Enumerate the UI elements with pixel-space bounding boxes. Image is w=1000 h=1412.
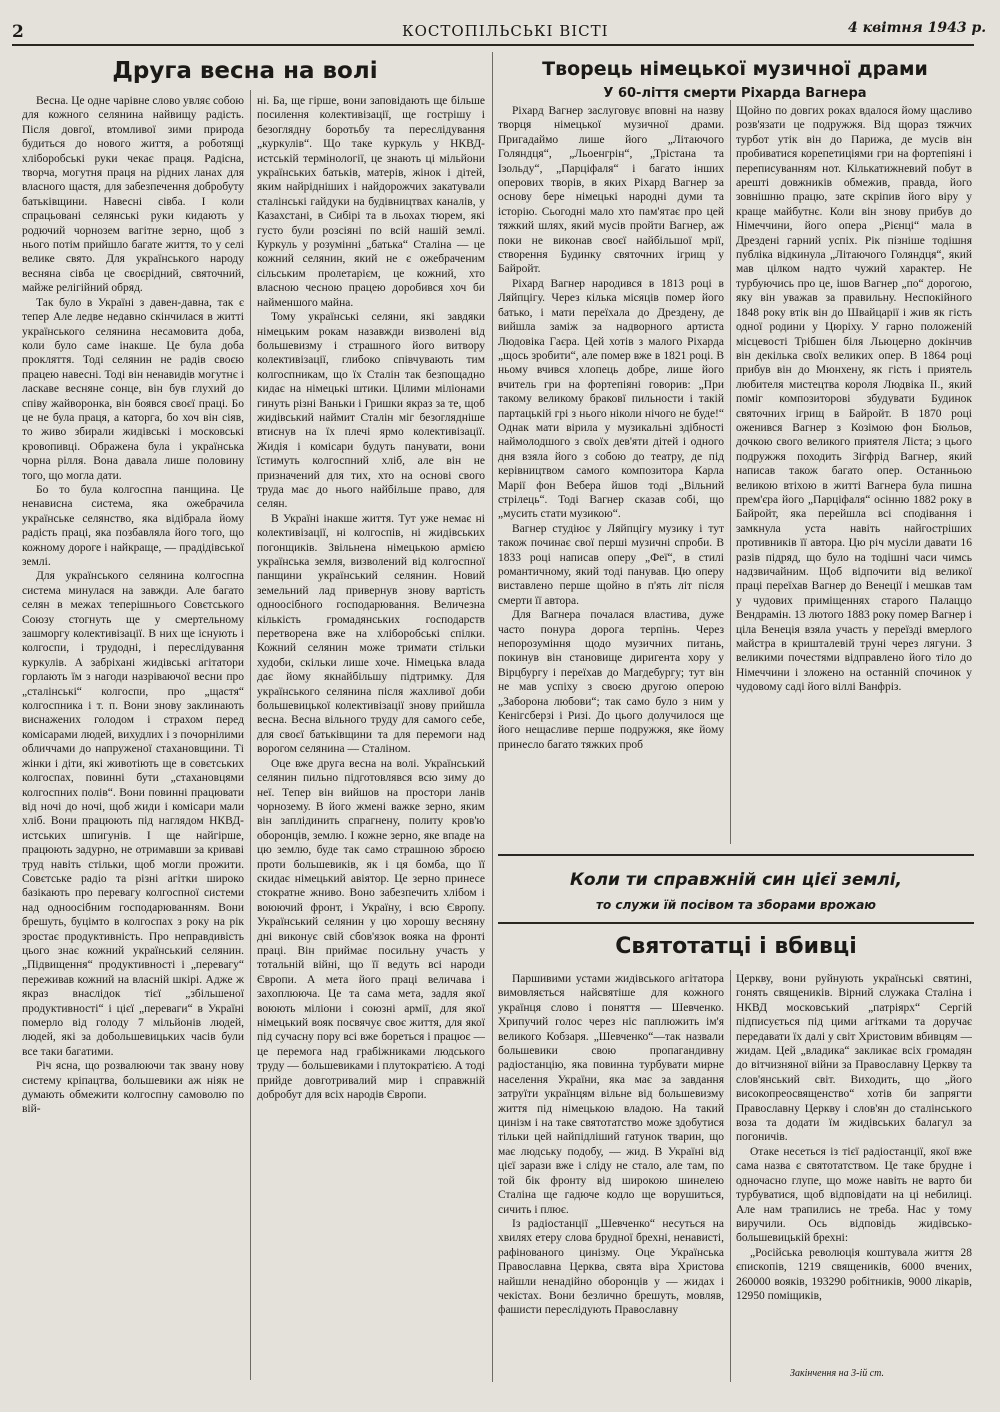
header-rule xyxy=(12,44,974,46)
article-headline-wagner: Творець німецької музичної драми xyxy=(542,58,928,80)
slogan-top-rule xyxy=(498,854,974,856)
column-divider xyxy=(730,970,731,1382)
article-spring-column-1 xyxy=(22,94,244,1382)
issue-date: 4 квітня 1943 р. xyxy=(848,20,987,36)
paragraph: В Україні інакше життя. Тут уже немає ні колективізації, ні колгоспів, ні жидівських погонщиків. Звільнена німецькою армією українська земля, визволений від колгоспної панщини український селянин. Новий земельний лад привернув знову вартість одноосібного господарювання. Величезна кількість громадянських господарств перетворена вже на хліборобські спілки. Кожний селянин може тримати стільки худоби, скільки лише хоче. Німецька влада дає йому якнайбільшу підтримку. Для українського селянина після жахливої доби большевицької колективізації знову прийшла весна. Весна вільного труду для самого себе, для своєї батьківщини та для перемоги над ворогом селянина — Сталіном. xyxy=(257,512,485,756)
newspaper-title: КОСТОПІЛЬСЬКІ ВІСТІ xyxy=(402,22,609,40)
column-divider xyxy=(250,90,251,1380)
paragraph: Тому українські селяни, які завдяки німецьким рокам назавжди визволені від большевизму і страшного його витвору колективізації, глибоко співчувають тим колгоспникам, що їх Сталін так безпощадно кидає на німецькі штики. Цілими міліонами гинуть різні Ваньки і Гришки якраз за те, щоб жидівський наймит Сталін міг безоглядніше втиснув на їх плечі ярмо колективізації. Жидія і комісари будуть панувати, вони їстимуть колгоспний хліб, але він не призначений для тих, хто на основі свого труда має до нього найбільше право, для селян. xyxy=(257,311,485,511)
article-wagner-column-1 xyxy=(498,104,724,844)
article-blasphemers-column-2 xyxy=(736,972,972,1364)
paragraph: Річ ясна, що розвалюючи так звану нову систему кріпацтва, большевики аж ніяк не думають обмежити колгоспну самоволю по вій- xyxy=(22,1060,244,1116)
article-blasphemers-column-1 xyxy=(498,972,724,1382)
paragraph: Весна. Це одне чарівне слово увляє собою для кожного селянина найвищу радість. Після довгої, втомливої зими природа будиться до нового життя, а роботящі хліборобські руки чекає праця. Радісна, творча, могутня праця на рідних ланах для власного щастя, для забезпечення добробуту батьківщини. Навесні сівба. І коли спрацьовані селянські руки кидають у родючий чорнозем вагітне зерно, щоб з нього потім прийшло багате життя, то у селі велике свято. Для українського народу весняна сівба це своєрідний, святочний, майже релігійний обряд. xyxy=(22,95,244,295)
paragraph: Церкву, вони руйнують українські святині, гонять священиків. Вірний служака Сталіна і НКВД московський „патріярх“ Сергій підписується під цими агітками та доручає передавати їх далі у світ Христовим вбивцям — жидам. Цей „владика“ закликає всіх громадян до вітчизняної війни за Православну Церкву та слов'янський світ. Виходить, що „його високопреосвященство“ хотів би запрягти Православну Церкву і слов'ян до сталінського воза та додати їм жидівських балагул за погоничів. xyxy=(736,973,972,1144)
article-subtitle-wagner: У 60-ліття смерти Ріхарда Вагнера xyxy=(603,86,867,101)
paragraph: Щойно по довгих роках вдалося йому щасливо розв'язати це подружжя. Від щораз тяжчих турбот утік він до Парижа, де мусів він пробиватися корепетиціями гри на фортепіяні і переписуванням нот. Кількатижневий побут в арешті довжників обмежив, правда, його зовнішню працю, зате скріпив його віру у краще майбутнє. Коли він знову прибув до Німеччини, його опера „Рієнці“ мала в Дрездені гарний успіх. Рік пізніше тодішня публіка відкинула „Літаючого Голяндця“, який мав цілком надто чужий характер. Не турбуючись про це, ішов Вагнер „по“ дорогою, яку він уважав за правильну. Неспокійного 1848 року втік він до Швайцарії і жив як гість одної родини у Цюріху. У гарно положеній місцевості Трібшен біля Льюцерно докінчив він декілька своїх великих опер. В 1864 році прибув він до Мюнхену, як гість і приятель любителя мистецтва короля Людвіка II., який поміг композиторові збудувати Будинок святочних ігрищ в Байройт. В 1870 році оженився Вагнер з Козімою фон Бюльов, дочкою свого великого приятеля Ліста; з цього подружжя походить Зігфрід Вагнер, який написав також багато опер. Останньою великою втіхою в житті Вагнера була пишна прем'єра його „Парціфаля“ осінню 1882 року в Байройт, яка перейшла всі сподівання і замкнула уста навіть найгостріших противників її автора. Цю річ мусіли давати 16 разів підряд, що було на тодішні часи чимсь надзвичайним. Щоб відпочити від великої праці переїхав Вагнер до Венеції і мешкав там у чудових приміщеннях старого Палаццо Вендрамін. 13 лютого 1883 року помер Вагнер і ціла Венеція взяла участь у переїзді вмерлого майстра в кришталевій труні через лягуни. З великими почестями відправлено його тіло до Німеччини і зложено на останній спочинок у чудовому саді його віллі Ванфріз. xyxy=(736,105,972,694)
paragraph: Для Вагнера почалася властива, дуже часто понура дорога терпінь. Через непорозуміння щодо музичних питань, покинув він становище диригента хору у Вірцбургу і переїхав до Магдебургу; тут він не мав успіху з своєю другою оперою „Заборона любови“; так само було з ним у Кенігсберзі і Ризі. До цього долучилося ще його нещасливе перше подружжя, яке йому принесло багато тяжких проб xyxy=(498,609,724,751)
continued-note: Закінчення на 3-ій ст. xyxy=(790,1368,884,1379)
paragraph: Отаке несеться із тієї радіостанції, якої вже сама назва є святотатством. Це таке брудне і одночасно глупе, що може навіть не варто би турбуватися, щоб відповідати на ці небилиці. Але нам трапились не треба. Нас у тому виручили. Ось відповідь жидівсько-большевицькій брехні: xyxy=(736,1145,972,1245)
article-wagner-column-2 xyxy=(736,104,972,844)
column-divider xyxy=(492,52,493,1382)
paragraph: Із радіостанції „Шевченко“ несуться на хвилях етеру слова брудної брехні, ненависті, рафінованого цинізму. Оце Українська Православна Церква, свята віра Христова найшли ненадійно оборонців у — жидах і чекістах. Вони безлично брешуть, мовляв, фашисти переслідують Православну xyxy=(498,1217,724,1317)
paragraph: Паршивими устами жидівського агітатора вимовляється найсвятіше для кожного українця слово і поняття — Шевченко. Хрипучий голос через ніс паплюжить ім'я великого Кобзаря. „Шевченко“—так назвали большевики свою пропагандивну радіостанцію, яка повинна турбувати мирне населення України, яка має за завдання затруїти українцям вільне від большевизму життя під німецькою владою. На такий цинізм і на таке святотатство може здобутися тільки цей найпідліший гатунок тварин, що має людську подобу, — жид. В Україні від цієї зарази вже і сліду не стало, але там, по той бік фронту від широкою шинелею Сталіна ще гадюче кодло ще ворушиться, сичить і плює. xyxy=(498,973,724,1216)
paragraph: Так було в Україні з давен-давна, так є тепер Але ледве недавно скінчилася в житті українського селянина несамовита доба, коли було саме інакше. Це була доба прокляття. Тоді селянин не радів своєю працею навесні. Тоді він ненавидів могутнє і ласкаве весняне сонце, він був глухий до співу жайворонка, він боявся своєї праці. Бо це не була праця, а каторга, бо хоч він сіяв, то живо збирали жидівські і московські кровопивці. Ображена була і українська чорна рілля. Вона давала лише половину того, що могла дати. xyxy=(22,296,244,482)
paragraph: ні. Ба, ще гірше, вони заповідають ще більше посилення колективізації, ще гострішу і безоглядну боротьбу та переслідування „куркулів“. Що таке куркуль у НКВД-истській термінології, це знають ці мільйони українських батьків, матерів, жінок і дітей, яким найрідніших і найдорожчих закатували сталінські гайдуки на будівництвах каналів, у Казахстані, в Сибірі та в льохах тюрем, які густо були розсіяні по всій нашій землі. Куркуль у розумінні „батька“ Сталіна — це кожний селянин, який не є ожебраченим сільським пролетарієм, це кожний, хто власною чесною працею доробився хоч би найменшого майна. xyxy=(257,95,485,309)
paragraph: Вагнер студіює у Ляйпцігу музику і тут також починає свої перші музичні спроби. В 1833 році написав оперу „Феї“, в стилі романтичному, який тоді панував. Цю оперу виставлено перше щойно в п'ять літ після смерти її автора. xyxy=(498,522,724,607)
slogan-line-2: то служи їй посівом та зборами врожаю xyxy=(596,898,876,912)
article-spring-column-2 xyxy=(257,94,485,1382)
paragraph: Ріхард Вагнер народився в 1813 році в Ляйпцігу. Через кілька місяців помер його батько, і мати переїхала до Дрездену, де вийшла заміж за надворного артиста Людовіка Гаєра. Цей хотів з малого Ріхарда „щось зробити“, але помер вже в 1821 році. В ньому вчився хлопець добре, лише його вчитель гри на фортепіяні говорив: „При такому великому браковї пильности і такій партацькій грі з нього ніколи нічого не буде!“ Однак мати вірила у музикальні здібності наймолодшого з своїх дев'яти дітей і одного дня взяла його з собою до театру, де під керівництвом самого композитора Карла Марії фон Вебера йшов тоді „Вільний стрілець“. Тоді Вагнер сказав собі, що „мусить стати музикою“. xyxy=(498,277,724,521)
article-headline-blasphemers: Святотатці і вбивці xyxy=(615,934,857,959)
paragraph: „Російська революція коштувала життя 28 єпископів, 1219 священиків, 6000 вчених, 260000 вояків, 193290 робітників, 9000 лікарів, 12950 поміщиків, xyxy=(736,1246,972,1302)
page-number: 2 xyxy=(12,22,24,42)
paragraph: Для українського селянина колгоспна система минулася на завжди. Але багато селян в межах теперішнього Совєтського Союзу стогнуть ще у смертельному зашморгу колективізації. В них ще існують і колгоспи, і трудодні, і переслідування куркулів. А забріхані жидівські агітатори горлають їм з нагоди назріваючої весни про „сталінські“ колгоспи, про „щастя“ колгоспника і т. п. Вони знову заклинають виснажених голодом і страхом перед комісарами людей, вихудлих і з почорнілими обличчами до напруженої стахановщини. Ті жінки і діти, які животіють ще в совєтських колгоспах, повинні бути „стахановцями колгоспних полів“. Вони повинні працювати від ночі до ночі, щоб жиди і комісари мали хліб. Вони працюють під наглядом НКВД-истських шпигунів. І ще найгірше, працюють задурно, не отримавши за криваві труд навіть стільки, щоб могли прожити. Совєтське радіо та різні агітки широко базікають про перевагу колгоспної системи над одноосібним господарюванням. Вони брешуть, буцімто в колгоспах з року на рік зростає продуктивність. Про неправдивість цього знає кожний український селянин. „Підвищення“ продуктивності і „перевагу“ переживав кожний на власній шкірі. Адже ж якраз внаслідок тієї „збільшеної продуктивності“ і цієї „переваги“ в Україні померло від голоду 7 мільйонів людей, людей, які за добольшевицьких часів були все таки багатими. xyxy=(22,570,244,1058)
slogan-line-1: Коли ти справжній син цієї землі, xyxy=(569,870,903,890)
paragraph: Ріхард Вагнер заслуговує вповні на назву творця німецької музичної драми. Пригадаймо лише його „Літаючого Голяндця“, „Льоенгрін“, „Трістана та Ізольду“, „Парціфаля“ і багато інших оперових творів, в яких Ріхард Вагнер за основу бере німецькі народні думи та історію. Сьогодні мало хто пам'ятає про цей тяжкий шлях, який мусів пройти Вагнер, аж поки не виконав своєї найбільшої мрії, створення Будинку святочних ігрищ у Байройт. xyxy=(498,105,724,276)
article-headline-spring: Друга весна на волі xyxy=(112,58,378,84)
column-divider xyxy=(730,100,731,844)
paragraph: Оце вже друга весна на волі. Український селянин пильно підготовлявся всю зиму до неї. Тепер він вийшов на простори ланів чорнозему. В його жмені важке зерно, яким він заплідинить спрагнену, политу кров'ю оборонців, землю. І кожне зерно, яке впаде на цю землю, буде так само страшною зброєю проти большевиків, як і ця бомба, що її скидає німецький авіятор. Це зерно принесе стократне жниво. Воно забезпечить хлібом і воюючий фронт, і Україну, і всю Європу. Український селянин у цю хорошу весняну днi виконує свій сбов'язок вояка на фронті праці. Він приймає посильну участь у тотальній війні, що її ведуть всі народи Європи. А мета його праці величава і захоплююча. Це та сама мета, задля якої воюють міліони і союзні армії, для якої німецький вояк посвячує своє життя, для якої під сучасну пору всі вже бореться і працює — це перемога над грабіжниками людського труду — большевиками і плутократією. А тоді прийде довготривалий мир і справжній добробут для всіх народів Європи. xyxy=(257,757,485,1102)
slogan-bottom-rule xyxy=(498,922,974,924)
paragraph: Бо то була колгоспна панщина. Це ненависна система, яка ожебрачила українське селянство, яка відібрала йому радість праці, яка позбавляла його того, що кожному дороге і найкраще, — прадідівської землі. xyxy=(22,483,244,568)
